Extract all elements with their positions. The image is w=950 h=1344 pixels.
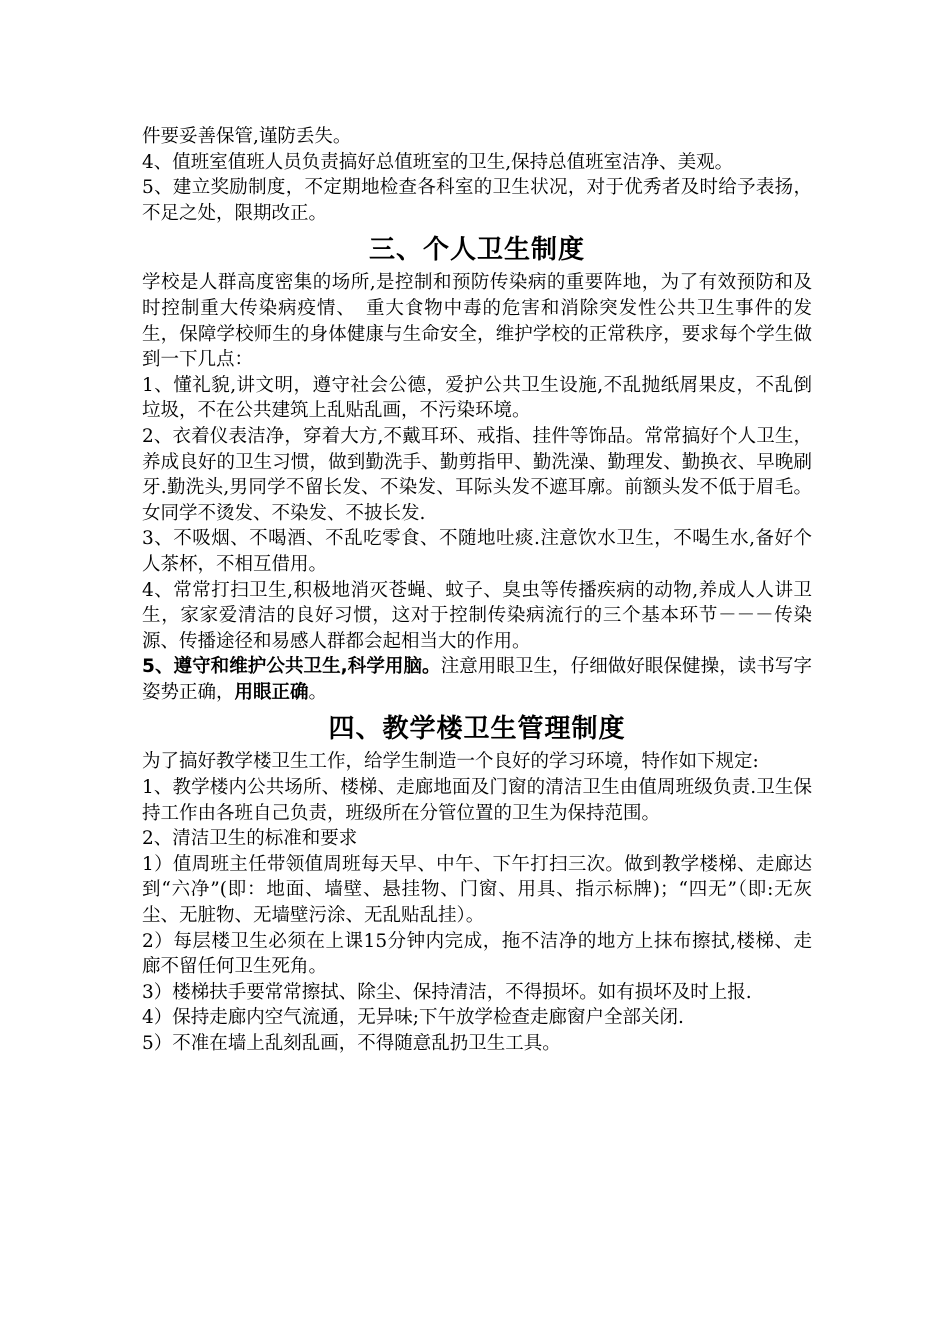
section-four-item-1: 1、教学楼内公共场所、楼梯、走廊地面及门窗的清洁卫生由值周班级负责.卫生保持工作由各班自己负责，班级所在分管位置的卫生为保持范围。 xyxy=(142,777,812,824)
item-5-bold-tail: 用眼正确 xyxy=(234,681,309,703)
section-three-item-4: 4、常常打扫卫生,积极地消灭苍蝇、蚊子、臭虫等传播疾病的动物,养成人人讲卫生，家家爱清洁的良好习惯，这对于控制传染病流行的三个基本环节－－－传染源、传播途径和易感人群都会起相当大的作用。 xyxy=(142,579,812,652)
section-four-sub-3: 3）楼梯扶手要常常擦拭、除尘、保持清洁，不得损坏。如有损坏及时上报. xyxy=(142,981,752,1003)
paragraph-continued: 件要妥善保管,谨防丢失。 xyxy=(142,126,352,147)
section-heading-building-hygiene: 四、教学楼卫生管理制度 xyxy=(328,714,626,745)
section-four-sub-4: 4）保持走廊内空气流通，无异味;下午放学检查走廊窗户全部关闭. xyxy=(142,1007,684,1029)
section-three-item-2: 2、衣着仪表洁净，穿着大方,不戴耳环、戒指、挂件等饰品。常常搞好个人卫生，养成良好的卫生习惯，做到勤洗手、勤剪指甲、勤洗澡、勤理发、勤换衣、早晚刷牙.勤洗头,男同学不留长发、不染发、耳际头发不遮耳廓。前额头发不低于眉毛。女同学不烫发、不染发、不披长发. xyxy=(142,425,812,524)
section-four-item-2: 2、清洁卫生的标准和要求 xyxy=(142,828,358,850)
section-three-item-5 xyxy=(142,654,812,705)
section-three-item-3: 3、不吸烟、不喝酒、不乱吃零食、不随地吐痰.注意饮水卫生，不喝生水,备好个人茶杯，不相互借用。 xyxy=(142,528,812,575)
section-heading-personal-hygiene: 三、个人卫生制度 xyxy=(368,235,585,266)
section-three-intro: 学校是人群高度密集的场所,是控制和预防传染病的重要阵地，为了有效预防和及时控制重大传染病疫情、 重大食物中毒的危害和消除突发性公共卫生事件的发生，保障学校师生的身体健康与生命安全，维护学校的正常秩序，要求每个学生做到一下几点： xyxy=(142,272,812,371)
item-5-end: 。 xyxy=(308,681,328,703)
section-four-sub-2: 2）每层楼卫生必须在上课15分钟内完成，拖不洁净的地方上抹布擦拭,楼梯、走廊不留任何卫生死角。 xyxy=(142,930,812,978)
section-four-sub-1: 1）值周班主任带领值周班每天早、中午、下午打扫三次。做到教学楼梯、走廊达到“六净”(即：地面、墙壁、悬挂物、门窗、用具、指示标牌)；“四无”（即:无灰尘、无脏物、无墙壁污涂、无乱贴乱挂）。 xyxy=(142,853,812,927)
paragraph-item-4: 4、值班室值班人员负责搞好总值班室的卫生,保持总值班室洁净、美观。 xyxy=(142,151,734,173)
section-four-intro: 为了搞好教学楼卫生工作，给学生制造一个良好的学习环境，特作如下规定: xyxy=(142,751,759,773)
section-three-item-1: 1、懂礼貌,讲文明，遵守社会公德，爱护公共卫生设施,不乱抛纸屑果皮，不乱倒垃圾，不在公共建筑上乱贴乱画，不污染环境。 xyxy=(142,374,812,422)
section-four-sub-5: 5）不准在墙上乱刻乱画，不得随意乱扔卫生工具。 xyxy=(142,1033,561,1054)
item-5-bold-lead: 5、遵守和维护公共卫生,科学用脑。 xyxy=(142,656,441,678)
item-5-text: 注意用眼卫生，仔细做好眼保健操，读书写字姿势正确， xyxy=(142,656,812,703)
paragraph-item-5: 5、建立奖励制度，不定期地检查各科室的卫生状况，对于优秀者及时给予表扬，不足之处，限期改正。 xyxy=(142,177,812,224)
